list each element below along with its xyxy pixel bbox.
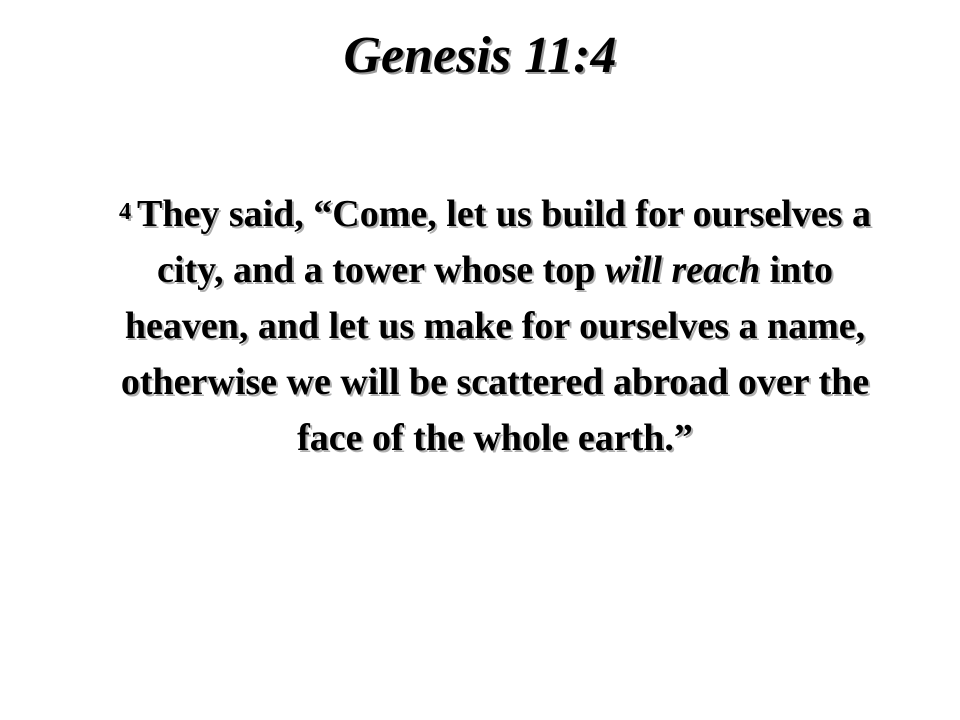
verse-number: 4: [118, 199, 131, 225]
verse-text-part-1: They said, “Come, let us build for ourselves a city, and a tower whose top: [136, 193, 871, 291]
verse-emphasis: will reach: [604, 249, 761, 291]
verse-text-part-2: into heaven, and let us make for ourselves a name, otherwise we will be scattered abroad over the face of the whole earth.”: [120, 249, 870, 459]
verse-text: [110, 186, 880, 466]
slide-title: Genesis 11:4: [343, 27, 617, 84]
